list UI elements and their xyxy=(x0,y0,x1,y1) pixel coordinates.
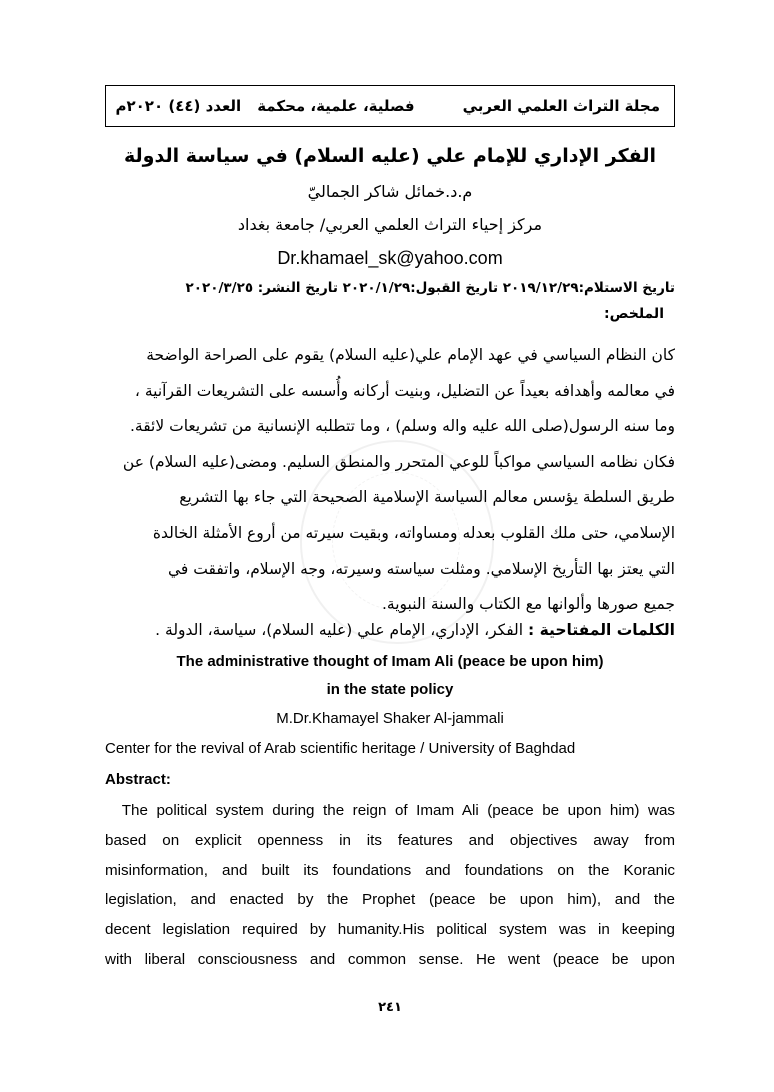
arabic-abstract-line: فكان نظامه السياسي مواكباً للوعي المتحرر والمنطق السليم. ومضى(عليه السلام) عن xyxy=(122,452,675,471)
journal-type: فصلية، علمية، محكمة xyxy=(257,97,415,115)
article-dates: تاريخ الاستلام:٢٠١٩/١٢/٢٩ تاريخ القبول:٢٠٢٠/١/٢٩ تاريخ النشر: ٢٠٢٠/٣/٢٥ xyxy=(185,280,675,296)
arabic-title: الفكر الإداري للإمام علي (عليه السلام) في سياسة الدولة xyxy=(124,145,656,167)
arabic-abstract-line: كان النظام السياسي في عهد الإمام علي(عليه السلام) يقوم على الصراحة الواضحة xyxy=(146,346,675,364)
journal-name: مجلة التراث العلمي العربي xyxy=(462,97,660,115)
arabic-abstract-line: الإسلامي، حتى ملك القلوب بعدله ومساواته، وبقيت سيرته من أروع الأمثلة الخالدة xyxy=(152,523,675,542)
arabic-abstract-line: وما سنه الرسول(صلى الله عليه واله وسلم) ، وما تتطلبه الإنسانية من تشريعات لائقة. xyxy=(129,417,675,436)
english-author: M.Dr.Khamayel Shaker Al-jammali xyxy=(276,710,504,727)
author-email: Dr.khamael_sk@yahoo.com xyxy=(277,248,503,268)
english-abstract xyxy=(105,796,675,975)
arabic-affiliation: مركز إحياء التراث العلمي العربي/ جامعة بغداد xyxy=(237,215,543,234)
journal-header-box xyxy=(105,85,675,127)
arabic-abstract-line: طريق السلطة يؤسس معالم السياسة الإسلامية الصحيحة التي جاء بها التشريع xyxy=(179,488,675,507)
english-affiliation: Center for the revival of Arab scientific heritage / University of Baghdad xyxy=(105,740,576,757)
english-abstract-line: with liberal consciousness and common sense. He went (peace be upon xyxy=(105,950,675,968)
english-abstract-line: misinformation, and built its foundations and foundations on the Koranic xyxy=(105,861,675,879)
english-abstract-line: based on explicit openness in its features and objectives away from xyxy=(105,831,675,849)
journal-issue: العدد (٤٤) ٢٠٢٠م xyxy=(115,97,242,115)
english-abstract-line: decent legislation required by humanity.His political system was in keeping xyxy=(105,921,675,939)
arabic-keywords xyxy=(105,621,675,639)
english-abstract-line: legislation, and enacted by the Prophet (peace be upon him), and the xyxy=(105,891,675,909)
arabic-abstract xyxy=(105,338,675,623)
arabic-abstract-line: التي يعتز بها التأريخ الإسلامي. ومثلت سياسته وسيرته، وجه الإسلام، واتفقت في xyxy=(168,559,675,578)
arabic-author: م.د.خمائل شاكر الجماليّ xyxy=(307,182,473,201)
keywords-label: الكلمات المفتاحية : xyxy=(528,621,675,639)
arabic-abstract-line: جميع صورها وألوانها مع الكتاب والسنة النبوية. xyxy=(382,595,675,614)
english-title-line2: in the state policy xyxy=(326,681,454,698)
arabic-abstract-line: في معالمه وأهدافه بعيداً عن التضليل، وبنيت أركانه وأُسسه على التشريعات القرآنية ، xyxy=(134,381,675,400)
page-number: ٢٤١ xyxy=(378,1000,402,1015)
english-title-line1: The administrative thought of Imam Ali (peace be upon him) xyxy=(176,653,604,670)
arabic-abstract-label: الملخص: xyxy=(604,306,664,322)
english-abstract-label: Abstract: xyxy=(105,771,171,788)
keywords-list: الفكر، الإداري، الإمام علي (عليه السلام)، سياسة، الدولة . xyxy=(155,621,524,639)
english-abstract-line: The political system during the reign of Imam Ali (peace be upon him) was xyxy=(105,802,675,819)
